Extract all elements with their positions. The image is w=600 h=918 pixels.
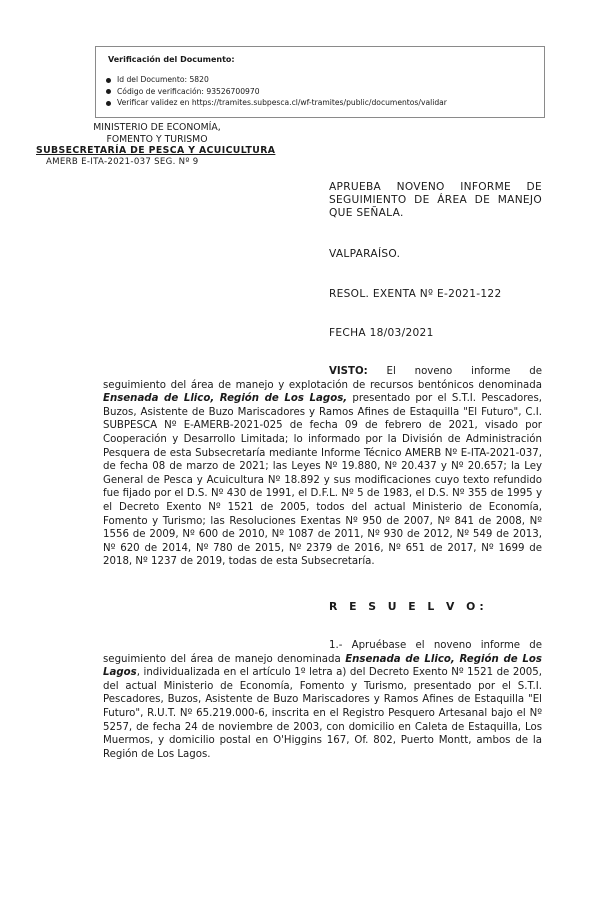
- visto-text-1: El noveno informe de seguimiento del área de manejo y explotación de recursos bentónicos denominada: [103, 366, 542, 391]
- resolution-number: RESOL. EXENTA Nº E-2021-122: [329, 288, 502, 300]
- document-reference: AMERB E-ITA-2021-037 SEG. Nº 9: [46, 157, 199, 167]
- verification-item-code: Código de verificación: 93526700970: [106, 86, 447, 98]
- resolution-summary: APRUEBA NOVENO INFORME DE SEGUIMIENTO DE ÁREA DE MANEJO QUE SEÑALA.: [329, 181, 542, 219]
- visto-text-2: presentado por el S.T.I. Pescadores, Buzos, Asistente de Buzo Mariscadores y Ramos Afines de Estaquilla "El Futuro", C.I. SUBPESCA Nº E-AMERB-2021-025 de fecha 09 de febrero de 2021, visado por Cooperación y Desarrollo Limitada; lo informado por la División de Administración Pesquera de esta Subsecretaría mediante Informe Técnico AMERB Nº E-ITA-2021-037, de fecha 08 de marzo de 2021; las Leyes Nº 19.880, Nº 20.437 y Nº 20.657; la Ley General de Pesca y Acuicultura Nº 18.892 y sus modificaciones cuyo texto refundido fue fijado por el D.S. Nº 430 de 1991, el D.F.L. Nº 5 de 1983, el D.S. Nº 355 de 1995 y el Decreto Exento Nº 1521 de 2005, todos del actual Ministerio de Economía, Fomento y Turismo; las Resoluciones Exentas Nº 950 de 2007, Nº 841 de 2008, Nº 1556 de 2009, Nº 600 de 2010, Nº 1087 de 2011, Nº 930 de 2012, Nº 549 de 2013, Nº 620 de 2014, Nº 780 de 2015, Nº 2379 de 2016, Nº 651 de 2017, Nº 1699 de 2018, Nº 1237 de 2019, todas de esta Subsecretaría.: [103, 393, 542, 568]
- bullet-icon: [106, 78, 111, 83]
- visto-label: VISTO:: [329, 366, 368, 377]
- bullet-icon: [106, 101, 111, 106]
- ministry-name-line1: MINISTERIO DE ECONOMÍA,: [93, 122, 221, 133]
- verification-title: Verificación del Documento:: [108, 55, 235, 64]
- bullet-icon: [106, 89, 111, 94]
- verification-box: [95, 46, 545, 118]
- resolution-date: FECHA 18/03/2021: [329, 327, 434, 339]
- verification-item-link[interactable]: Verificar validez en https://tramites.subpesca.cl/wf-tramites/public/documentos/validar: [106, 97, 447, 109]
- visto-paragraph: [103, 365, 542, 569]
- item1-text-1: 1.- Apruébase el noveno informe de seguimiento del área de manejo denominada: [103, 640, 542, 665]
- resuelvo-heading: R E S U E L V O:: [329, 600, 488, 613]
- item1-text-2: , individualizada en el artículo 1º letra a) del Decreto Exento Nº 1521 de 2005, del actual Ministerio de Economía, Fomento y Turismo, presentado por el S.T.I. Pescadores, Buzos, Asistente de Buzo Mariscadores y Ramos Afines de Estaquilla "El Futuro", R.U.T. Nº 65.219.000-6, inscrita en el Registro Pesquero Artesanal bajo el Nº 5257, de fecha 24 de noviembre de 2003, con domicilio en Caleta de Estaquilla, Los Muermos, y domicilio postal en O'Higgins 167, Of. 802, Puerto Montt, ambos de la Región de Los Lagos.: [103, 667, 542, 760]
- ministry-name-line2: FOMENTO Y TURISMO: [106, 133, 208, 145]
- subsecretaria-name: SUBSECRETARÍA DE PESCA Y ACUICULTURA: [36, 145, 276, 156]
- resolution-item-1: [103, 639, 542, 761]
- verification-list: [106, 74, 447, 109]
- visto-area-name: Ensenada de Llico, Región de Los Lagos,: [103, 393, 348, 405]
- city: VALPARAÍSO.: [329, 248, 401, 260]
- issuer-header: [36, 122, 296, 157]
- verification-item-id: Id del Documento: 5820: [106, 74, 447, 86]
- item1-area-name: Ensenada de Llico, Región de Los Lagos: [103, 653, 542, 679]
